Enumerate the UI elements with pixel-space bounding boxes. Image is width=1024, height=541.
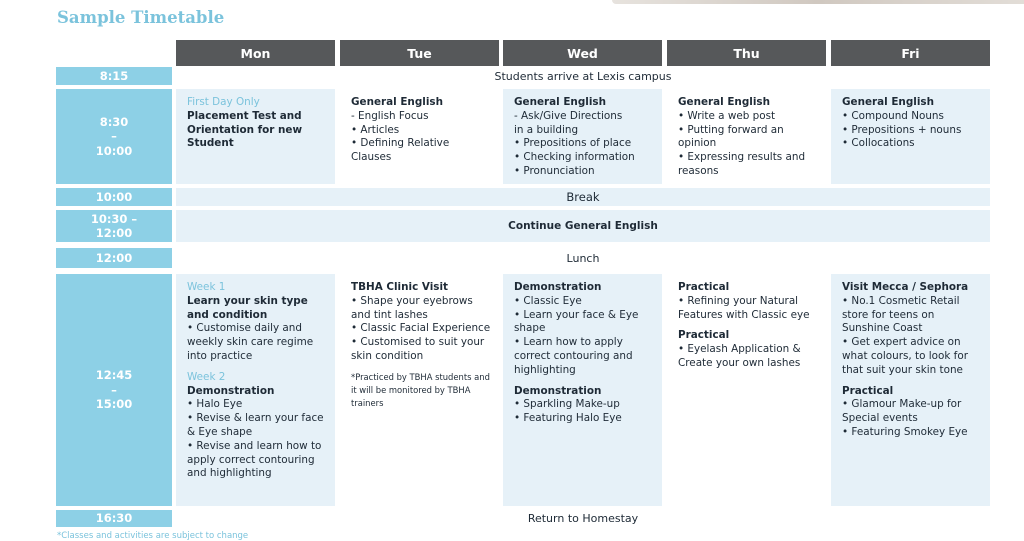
list-item: • Glamour Make-up for Special events <box>842 398 962 425</box>
mon-morning-cell <box>176 89 335 184</box>
session-title: Placement Test and Orientation for new Student <box>187 109 303 150</box>
list-item: • Prepositions of place <box>514 137 632 150</box>
list-item: • Customised to suit your skin condition <box>351 336 485 362</box>
day-header-wed: Wed <box>503 40 662 66</box>
list-item: • Pronunciation <box>514 164 595 177</box>
page-title: Sample Timetable <box>57 8 225 27</box>
header-photo-strip <box>612 0 1024 4</box>
list-item: • Expressing results and <box>678 151 806 164</box>
wed-morning-cell <box>503 89 662 184</box>
lunch-band: Lunch <box>566 251 600 265</box>
list-item: • Revise and learn how to apply correct contouring and highlighting <box>187 439 322 480</box>
session-title: General English <box>514 96 606 108</box>
time-0815 <box>56 67 172 85</box>
list-item: in a building <box>514 123 579 136</box>
list-item: • Write a web post <box>678 109 776 122</box>
arrival-band: Students arrive at Lexis campus <box>494 69 672 83</box>
thu-morning-cell <box>667 89 826 184</box>
list-item: • Shape your eyebrows and tint lashes <box>351 294 473 321</box>
break-band: Break <box>176 188 990 206</box>
list-item: • Customise daily and weekly skin care regime into practice <box>187 322 314 362</box>
list-item: • Featuring Halo Eye <box>514 412 622 425</box>
list-item: • Eyelash Application & Create your own lashes <box>678 343 801 369</box>
list-item: reasons <box>678 164 719 177</box>
list-item: • Compound Nouns <box>842 109 944 122</box>
list-item: • Articles <box>351 123 400 136</box>
list-item: • Sparkling Make-up <box>514 398 620 411</box>
session-title: General English <box>842 96 934 108</box>
fri-afternoon-cell <box>831 274 990 506</box>
list-item: • Halo Eye <box>187 398 243 411</box>
list-item: • Learn your face & Eye shape <box>514 308 639 335</box>
day-header-thu: Thu <box>667 40 826 66</box>
list-item: • Classic Facial Experience <box>351 322 491 335</box>
time-label: 12:00 <box>95 250 133 265</box>
wed-afternoon-cell <box>503 274 662 506</box>
list-item: • Collocations <box>842 137 915 150</box>
session-title: Practical <box>678 329 730 342</box>
list-item: • Defining Relative Clauses <box>351 137 450 164</box>
time-1200 <box>56 248 172 268</box>
list-item: • Featuring Smokey Eye <box>842 425 968 438</box>
mon-afternoon-cell <box>176 274 335 506</box>
time-1245-1500 <box>56 274 172 506</box>
list-item: • Learn how to apply correct contouring and highlighting <box>514 336 633 376</box>
list-item: • Revise & learn your face & Eye shape <box>187 412 324 438</box>
list-item: - English Focus <box>351 109 429 122</box>
list-item: • Classic Eye <box>514 294 582 307</box>
time-label: 16:30 <box>95 511 133 526</box>
fri-morning-cell <box>831 89 990 184</box>
session-title: Visit Mecca / Sephora <box>842 281 969 293</box>
time-1030-1200 <box>56 210 172 242</box>
session-title: Practical <box>678 281 730 293</box>
time-1000 <box>56 188 172 206</box>
session-title: Practical <box>842 384 894 397</box>
tue-morning-cell <box>340 89 499 184</box>
day-header-mon: Mon <box>176 40 335 66</box>
time-label: 12:45 – 15:00 <box>95 368 133 412</box>
session-title: General English <box>351 96 443 108</box>
return-band: Return to Homestay <box>527 512 639 525</box>
session-title: Demonstration <box>514 384 602 397</box>
trainer-note: *Practiced by TBHA students and it will be monitored by TBHA trainers <box>351 371 490 408</box>
tue-afternoon-cell <box>340 274 499 506</box>
list-item: - Ask/Give Directions <box>514 109 623 122</box>
list-item: • Refining your Natural Features with Classic eye <box>678 294 810 321</box>
time-0830-1000 <box>56 89 172 184</box>
time-label: 8:30 – 10:00 <box>95 114 133 158</box>
day-header-tue: Tue <box>340 40 499 66</box>
session-title: Learn your skin type and condition <box>187 294 308 321</box>
session-title: General English <box>678 96 770 108</box>
footnote: *Classes and activities are subject to change <box>57 531 249 541</box>
time-label: 8:15 <box>99 68 129 83</box>
day-header-fri: Fri <box>831 40 990 66</box>
thu-afternoon-cell <box>667 274 826 506</box>
time-label: 10:00 <box>95 189 133 204</box>
list-item: • No.1 Cosmetic Retail store for teens on Sunshine Coast <box>842 294 960 335</box>
session-title: TBHA Clinic Visit <box>351 281 448 293</box>
first-day-label: First Day Only <box>187 96 260 108</box>
week-label: Week 1 <box>187 281 226 293</box>
session-title: Demonstration <box>514 281 602 293</box>
time-label: 10:30 – 12:00 <box>90 211 138 240</box>
list-item: • Putting forward an opinion <box>678 123 784 150</box>
week-label: Week 2 <box>187 370 226 383</box>
session-title: Demonstration <box>187 384 275 397</box>
list-item: • Prepositions + nouns <box>842 123 962 136</box>
time-1630 <box>56 510 172 527</box>
continue-band: Continue General English <box>176 210 990 242</box>
list-item: • Checking information <box>514 151 635 164</box>
list-item: • Get expert advice on what colours, to look for that suit your skin tone <box>842 336 968 376</box>
